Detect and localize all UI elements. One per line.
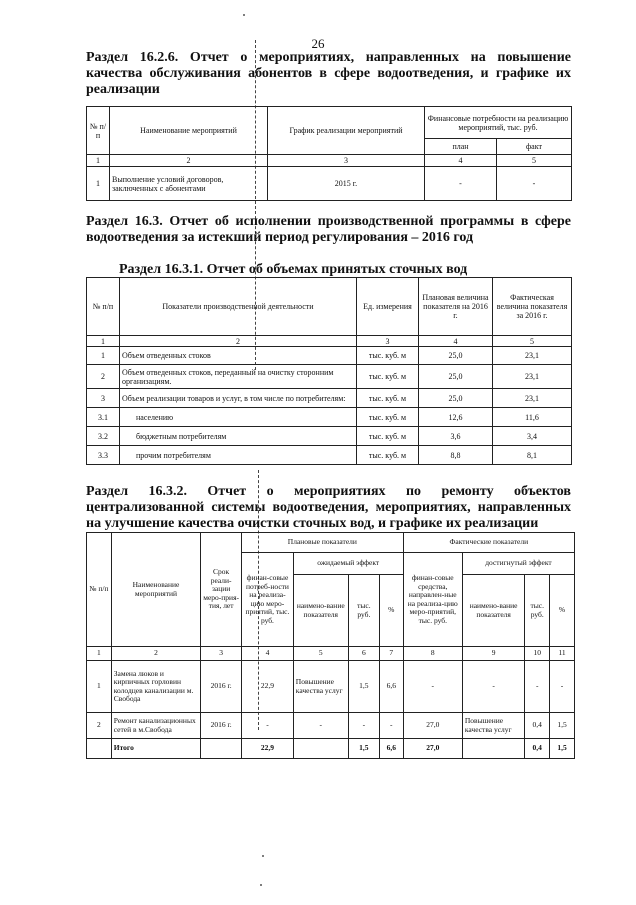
cell-unit: тыс. куб. м xyxy=(357,365,419,389)
col-number: 11 xyxy=(550,647,575,661)
cell-expected-pct: - xyxy=(379,713,403,739)
col-number: 5 xyxy=(497,155,572,167)
cell-fact: 8,1 xyxy=(493,446,572,465)
col-number: 2 xyxy=(110,155,268,167)
col-header-indicator: Показатели производственной деятельности xyxy=(120,278,357,336)
col-number: 1 xyxy=(87,647,112,661)
cell-expected-name: Повышение качества услуг xyxy=(293,661,348,713)
table-16-3-2 xyxy=(86,532,575,759)
cell-unit: тыс. куб. м xyxy=(357,389,419,408)
cell-num: 2 xyxy=(87,713,112,739)
table-row xyxy=(87,427,572,446)
col-number: 1 xyxy=(87,155,110,167)
col-header-schedule: График реализации мероприятий xyxy=(268,107,425,155)
cell-name: Объем отведенных стоков xyxy=(120,347,357,365)
cell-plan: - xyxy=(425,167,497,201)
cell-expected-pct: 6,6 xyxy=(379,739,403,759)
cell-plan-finance: 22,9 xyxy=(242,661,294,713)
col-header-fact: факт xyxy=(497,139,572,155)
table-16-2-6 xyxy=(86,106,572,201)
cell-expected-rub: - xyxy=(348,713,379,739)
col-header-num: № п/п xyxy=(87,278,120,336)
col-header-num: № п/п xyxy=(87,533,112,647)
section-16-2-6-heading: Раздел 16.2.6. Отчет о мероприятиях, направленных на повышение качества обслуживания абонентов в сфере водоотведения, и графике их реализации xyxy=(86,50,571,97)
col-number: 8 xyxy=(403,647,462,661)
section-16-3-heading: Раздел 16.3. Отчет об исполнении производственной программы в сфере водоотведения за истекший период регулирования – 2016 год xyxy=(86,214,571,245)
col-number: 5 xyxy=(293,647,348,661)
col-number: 3 xyxy=(268,155,425,167)
cell-achieved-name xyxy=(462,739,524,759)
table-row xyxy=(87,389,572,408)
col-number: 4 xyxy=(242,647,294,661)
col-header-term: Срок реали-зации меро-прия-тия, лет xyxy=(201,533,242,647)
col-header-unit: Ед. измерения xyxy=(357,278,419,336)
cell-plan: 12,6 xyxy=(419,408,493,427)
col-header-plan: Плановая величина показателя на 2016 г. xyxy=(419,278,493,336)
cell-plan: 25,0 xyxy=(419,389,493,408)
cell-plan-finance: 22,9 xyxy=(242,739,294,759)
table-16-3-1 xyxy=(86,277,572,465)
cell-plan-finance: - xyxy=(242,713,294,739)
col-header-fact-group: Фактические показатели xyxy=(403,533,574,553)
table-row xyxy=(87,347,572,365)
col-number: 4 xyxy=(419,336,493,347)
cell-num: 3.1 xyxy=(87,408,120,427)
table-row xyxy=(87,167,572,201)
col-number: 4 xyxy=(425,155,497,167)
col-header-expected-effect: ожидаемый эффект xyxy=(293,553,403,575)
cell-num: 3.2 xyxy=(87,427,120,446)
cell-schedule: 2015 г. xyxy=(268,167,425,201)
cell-achieved-rub: - xyxy=(525,661,550,713)
cell-plan: 25,0 xyxy=(419,347,493,365)
cell-fact: - xyxy=(497,167,572,201)
table-row xyxy=(87,446,572,465)
cell-name: Объем отведенных стоков, переданный на очистку сторонним организациям. xyxy=(120,365,357,389)
cell-achieved-rub: 0,4 xyxy=(525,713,550,739)
col-header-indicator-name: наимено-вание показателя xyxy=(462,575,524,647)
col-number: 6 xyxy=(348,647,379,661)
cell-name: Выполнение условий договоров, заключенных с абонентами xyxy=(110,167,268,201)
col-header-achieved-effect: достигнутый эффект xyxy=(462,553,574,575)
cell-num: 3 xyxy=(87,389,120,408)
cell-name: Объем реализации товаров и услуг, в том числе по потребителям: xyxy=(120,389,357,408)
cell-unit: тыс. куб. м xyxy=(357,446,419,465)
cell-plan: 3,6 xyxy=(419,427,493,446)
cell-plan: 8,8 xyxy=(419,446,493,465)
cell-fact: 11,6 xyxy=(493,408,572,427)
col-header-percent: % xyxy=(379,575,403,647)
cell-num: 1 xyxy=(87,167,110,201)
col-header-name: Наименование мероприятий xyxy=(111,533,200,647)
col-number: 3 xyxy=(201,647,242,661)
cell-achieved-pct: - xyxy=(550,661,575,713)
cell-unit: тыс. куб. м xyxy=(357,427,419,446)
col-number: 2 xyxy=(111,647,200,661)
cell-achieved-name: - xyxy=(462,661,524,713)
section-16-3-1-heading: Раздел 16.3.1. Отчет об объемах принятых сточных вод xyxy=(119,262,468,277)
cell-expected-pct: 6,6 xyxy=(379,661,403,713)
cell-achieved-rub: 0,4 xyxy=(525,739,550,759)
cell-fact-finance: 27,0 xyxy=(403,739,462,759)
col-number: 9 xyxy=(462,647,524,661)
cell-num: 3.3 xyxy=(87,446,120,465)
cell-total-label: Итого xyxy=(111,739,200,759)
col-number: 2 xyxy=(120,336,357,347)
cell-num xyxy=(87,739,112,759)
col-header-num: № п/п xyxy=(87,107,110,155)
cell-fact: 23,1 xyxy=(493,365,572,389)
col-header-indicator-name: наимено-вание показателя xyxy=(293,575,348,647)
cell-term: 2016 г. xyxy=(201,661,242,713)
cell-name: Замена люков и кирпичных горловин колодцев канализации м. Свобода xyxy=(111,661,200,713)
cell-name: бюджетным потребителям xyxy=(120,427,357,446)
scan-speck xyxy=(243,14,245,16)
cell-num: 1 xyxy=(87,347,120,365)
cell-expected-rub: 1,5 xyxy=(348,661,379,713)
cell-achieved-pct: 1,5 xyxy=(550,739,575,759)
cell-term: 2016 г. xyxy=(201,713,242,739)
col-header-plan: план xyxy=(425,139,497,155)
cell-fact-finance: 27,0 xyxy=(403,713,462,739)
cell-unit: тыс. куб. м xyxy=(357,347,419,365)
table-row-total xyxy=(87,739,575,759)
cell-term xyxy=(201,739,242,759)
col-header-fact: Фактическая величина показателя за 2016 г. xyxy=(493,278,572,336)
col-header-thousand-rub: тыс. руб. xyxy=(348,575,379,647)
table-row xyxy=(87,661,575,713)
cell-num: 1 xyxy=(87,661,112,713)
col-header-name: Наименование мероприятий xyxy=(110,107,268,155)
cell-expected-name: - xyxy=(293,713,348,739)
cell-achieved-pct: 1,5 xyxy=(550,713,575,739)
cell-name: Ремонт канализационных сетей в м.Свобода xyxy=(111,713,200,739)
col-header-thousand-rub: тыс. руб. xyxy=(525,575,550,647)
section-16-3-2-heading: Раздел 16.3.2. Отчет о мероприятиях по ремонту объектов централизованной системы водоотведения, мероприятиях, направленных на улучшение качества очистки сточных вод, и графике их реализации xyxy=(86,484,571,531)
col-number: 10 xyxy=(525,647,550,661)
col-header-percent: % xyxy=(550,575,575,647)
scan-speck xyxy=(262,855,264,857)
cell-name: прочим потребителям xyxy=(120,446,357,465)
cell-achieved-name: Повышение качества услуг xyxy=(462,713,524,739)
col-header-finance: Финансовые потребности на реализацию мероприятий, тыс. руб. xyxy=(425,107,572,139)
cell-name: населению xyxy=(120,408,357,427)
col-number: 5 xyxy=(493,336,572,347)
col-number: 3 xyxy=(357,336,419,347)
cell-fact: 23,1 xyxy=(493,347,572,365)
col-header-plan-group: Плановые показатели xyxy=(242,533,404,553)
cell-fact: 23,1 xyxy=(493,389,572,408)
table-row xyxy=(87,713,575,739)
cell-expected-rub: 1,5 xyxy=(348,739,379,759)
page-number: 26 xyxy=(311,36,325,51)
cell-plan: 25,0 xyxy=(419,365,493,389)
table-row xyxy=(87,408,572,427)
col-header-plan-finance: финан-совые потреб-ности на реализа-цию меро-приятий, тыс. руб. xyxy=(242,553,294,647)
cell-fact-finance: - xyxy=(403,661,462,713)
col-header-fact-finance: финан-совые средства, направлен-ные на реализа-цию меро-приятий, тыс. руб. xyxy=(403,553,462,647)
cell-fact: 3,4 xyxy=(493,427,572,446)
scan-speck xyxy=(260,884,262,886)
table-row xyxy=(87,365,572,389)
col-number: 7 xyxy=(379,647,403,661)
cell-expected-name xyxy=(293,739,348,759)
cell-unit: тыс. куб. м xyxy=(357,408,419,427)
cell-num: 2 xyxy=(87,365,120,389)
col-number: 1 xyxy=(87,336,120,347)
